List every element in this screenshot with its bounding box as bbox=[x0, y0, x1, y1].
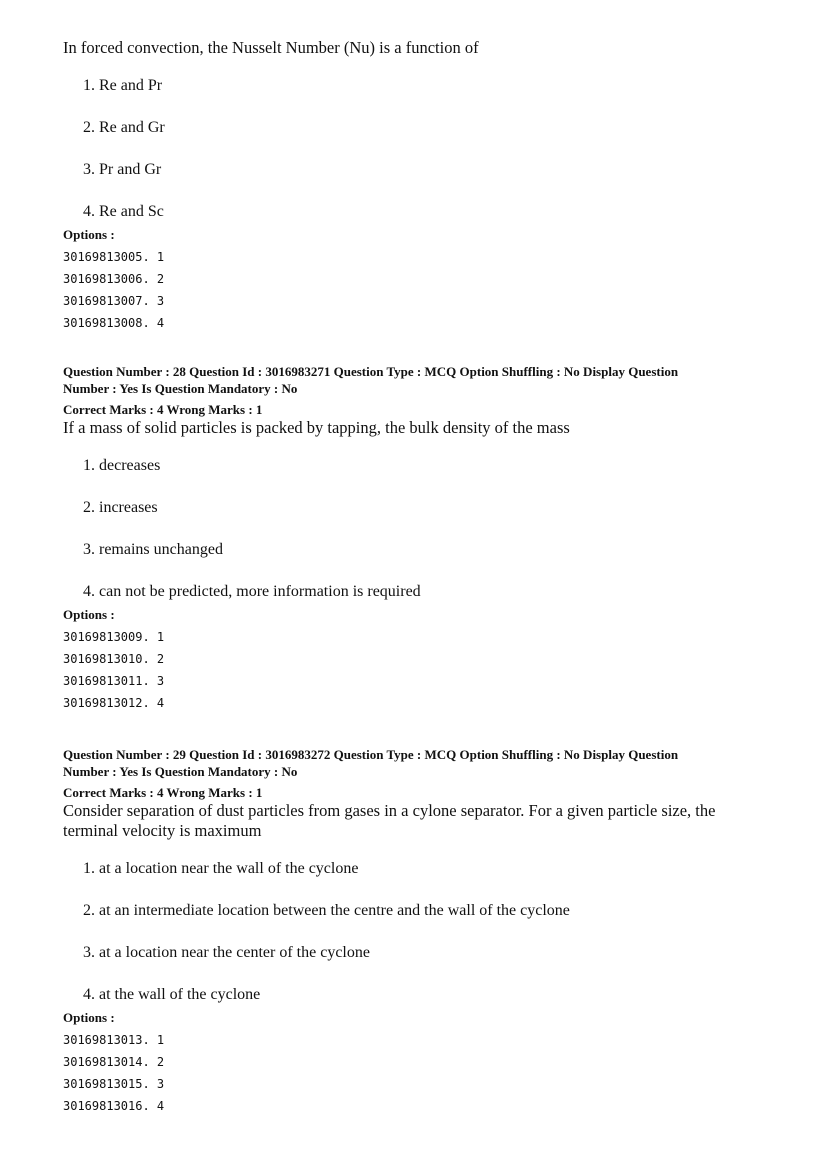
question-stem: In forced convection, the Nusselt Number (Nu) is a function of bbox=[63, 38, 479, 57]
question-meta: Question Number : 28 Question Id : 3016983271 Question Type : MCQ Option Shuffling : No Display Question bbox=[63, 364, 679, 379]
question-meta: Number : Yes Is Question Mandatory : No bbox=[63, 764, 298, 779]
option-code: 30169813010. 2 bbox=[63, 652, 165, 666]
option-2: 2. increases bbox=[83, 499, 158, 516]
question-stem: Consider separation of dust particles from gases in a cylone separator. For a given particle size, the terminal velocity is maximum bbox=[63, 801, 716, 840]
question-marks: Correct Marks : 4 Wrong Marks : 1 bbox=[63, 402, 263, 417]
option-2: 2. at an intermediate location between the centre and the wall of the cyclone bbox=[83, 902, 570, 919]
option-4: 4. at the wall of the cyclone bbox=[83, 986, 261, 1003]
options-label: Options : bbox=[63, 607, 115, 622]
question-27 bbox=[63, 38, 773, 331]
question-28 bbox=[63, 363, 773, 711]
question-29 bbox=[63, 746, 773, 1114]
option-4: 4. can not be predicted, more information is required bbox=[83, 583, 421, 600]
option-code: 30169813016. 4 bbox=[63, 1099, 165, 1113]
option-code: 30169813007. 3 bbox=[63, 294, 165, 308]
option-1: 1. decreases bbox=[83, 457, 161, 474]
option-code: 30169813008. 4 bbox=[63, 316, 165, 330]
option-1: 1. at a location near the wall of the cyclone bbox=[83, 860, 359, 877]
options-label: Options : bbox=[63, 1010, 115, 1025]
question-meta: Number : Yes Is Question Mandatory : No bbox=[63, 381, 298, 396]
question-marks: Correct Marks : 4 Wrong Marks : 1 bbox=[63, 785, 263, 800]
option-code: 30169813014. 2 bbox=[63, 1055, 165, 1069]
option-4: 4. Re and Sc bbox=[83, 203, 164, 220]
options-label: Options : bbox=[63, 227, 115, 242]
option-1: 1. Re and Pr bbox=[83, 77, 163, 94]
option-2: 2. Re and Gr bbox=[83, 119, 165, 136]
option-code: 30169813012. 4 bbox=[63, 696, 165, 710]
option-code: 30169813015. 3 bbox=[63, 1077, 165, 1091]
option-code: 30169813013. 1 bbox=[63, 1033, 165, 1047]
option-code: 30169813006. 2 bbox=[63, 272, 165, 286]
question-meta: Question Number : 29 Question Id : 3016983272 Question Type : MCQ Option Shuffling : No Display Question bbox=[63, 747, 679, 762]
option-3: 3. remains unchanged bbox=[83, 541, 223, 558]
option-code: 30169813011. 3 bbox=[63, 674, 165, 688]
option-3: 3. Pr and Gr bbox=[83, 161, 162, 178]
option-3: 3. at a location near the center of the cyclone bbox=[83, 944, 370, 961]
option-code: 30169813005. 1 bbox=[63, 250, 165, 264]
question-stem: If a mass of solid particles is packed by tapping, the bulk density of the mass bbox=[63, 418, 570, 437]
option-code: 30169813009. 1 bbox=[63, 630, 165, 644]
